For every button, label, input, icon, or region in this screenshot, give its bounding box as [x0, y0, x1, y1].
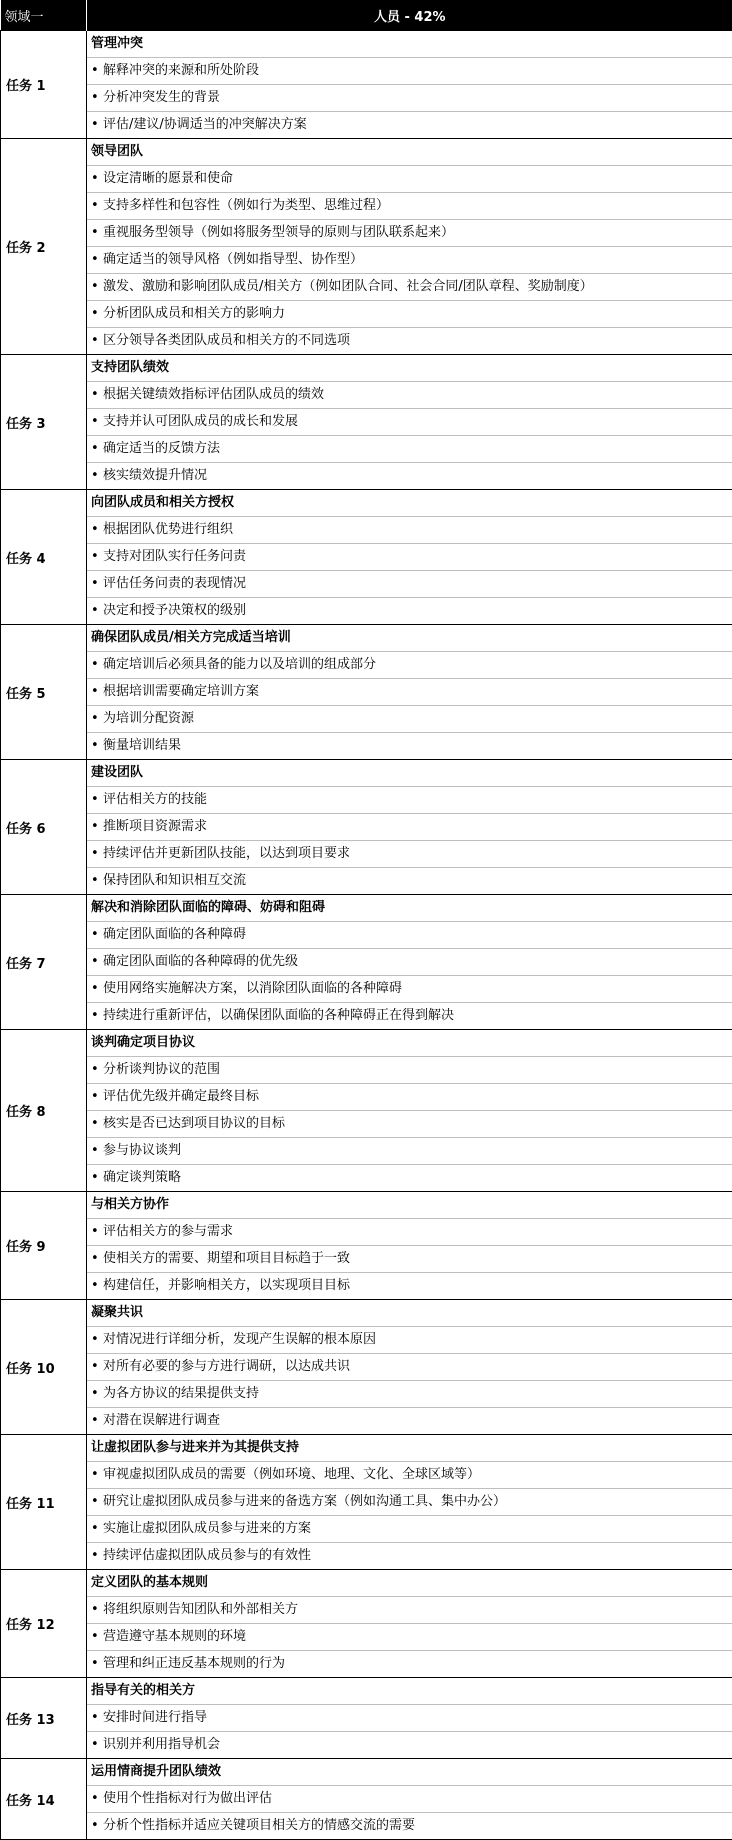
- task-item: [87, 868, 732, 894]
- bullet-icon: •: [91, 274, 103, 300]
- task-item-text: 持续评估并更新团队技能，以达到项目要求: [103, 846, 350, 861]
- task-items: [87, 355, 732, 490]
- task-item: [87, 1111, 732, 1138]
- task-item-text: 决定和授予决策权的级别: [103, 603, 246, 618]
- task-item-text: 将组织原则告知团队和外部相关方: [103, 1602, 298, 1617]
- task-item-text: 根据团队优势进行组织: [103, 522, 233, 537]
- task-title: 运用情商提升团队绩效: [87, 1759, 732, 1786]
- task-label: 任务 4: [1, 490, 87, 625]
- task-label: 任务 14: [1, 1759, 87, 1840]
- task-items: [87, 1678, 732, 1759]
- task-item: [87, 193, 732, 220]
- task-item: [87, 544, 732, 571]
- task-item: [87, 220, 732, 247]
- bullet-icon: •: [91, 220, 103, 246]
- bullet-icon: •: [91, 463, 103, 489]
- bullet-icon: •: [91, 733, 103, 759]
- task-item: [87, 787, 732, 814]
- bullet-icon: •: [91, 1597, 103, 1623]
- task-title: 让虚拟团队参与进来并为其提供支持: [87, 1435, 732, 1462]
- task-item-text: 支持并认可团队成员的成长和发展: [103, 414, 298, 429]
- task-item-text: 核实绩效提升情况: [103, 468, 207, 483]
- task-item: [87, 652, 732, 679]
- task-items: [87, 1435, 732, 1570]
- task-row: [1, 1300, 732, 1435]
- task-item: [87, 1273, 732, 1299]
- task-item-text: 评估相关方的参与需求: [103, 1224, 233, 1239]
- bullet-icon: •: [91, 1462, 103, 1488]
- task-item: [87, 841, 732, 868]
- task-title: 确保团队成员/相关方完成适当培训: [87, 625, 732, 652]
- task-item: [87, 922, 732, 949]
- task-item-text: 营造遵守基本规则的环境: [103, 1629, 246, 1644]
- task-item-text: 使相关方的需要、期望和项目目标趋于一致: [103, 1251, 350, 1266]
- task-row: [1, 1678, 732, 1759]
- task-item-text: 确定团队面临的各种障碍的优先级: [103, 954, 298, 969]
- task-item: [87, 1381, 732, 1408]
- task-item: [87, 1138, 732, 1165]
- task-label: 任务 3: [1, 355, 87, 490]
- task-item: [87, 436, 732, 463]
- task-items: [87, 1570, 732, 1678]
- bullet-icon: •: [91, 1246, 103, 1272]
- task-label: 任务 2: [1, 139, 87, 355]
- task-items: [87, 139, 732, 355]
- task-item-text: 管理和纠正违反基本规则的行为: [103, 1656, 285, 1671]
- task-row: [1, 1030, 732, 1192]
- task-item-text: 确定培训后必须具备的能力以及培训的组成部分: [103, 657, 376, 672]
- task-items: [87, 1759, 732, 1840]
- bullet-icon: •: [91, 1165, 103, 1191]
- task-item-text: 分析个性指标并适应关键项目相关方的情感交流的需要: [103, 1818, 415, 1833]
- task-title: 解决和消除团队面临的障碍、妨碍和阻碍: [87, 895, 732, 922]
- task-item: [87, 58, 732, 85]
- domain-title: 人员 - 42%: [87, 0, 732, 31]
- task-row: [1, 139, 732, 355]
- bullet-icon: •: [91, 544, 103, 570]
- task-item: [87, 1246, 732, 1273]
- task-item-text: 对情况进行详细分析，发现产生误解的根本原因: [103, 1332, 376, 1347]
- task-item-text: 确定谈判策略: [103, 1170, 181, 1185]
- task-item: [87, 301, 732, 328]
- task-label: 任务 11: [1, 1435, 87, 1570]
- bullet-icon: •: [91, 1651, 103, 1677]
- bullet-icon: •: [91, 976, 103, 1002]
- task-row: [1, 1435, 732, 1570]
- task-row: [1, 490, 732, 625]
- task-items: [87, 1030, 732, 1192]
- task-item-text: 安排时间进行指导: [103, 1710, 207, 1725]
- bullet-icon: •: [91, 193, 103, 219]
- bullet-icon: •: [91, 1543, 103, 1569]
- task-item-text: 构建信任，并影响相关方，以实现项目目标: [103, 1278, 350, 1293]
- task-label: 任务 6: [1, 760, 87, 895]
- task-label: 任务 5: [1, 625, 87, 760]
- bullet-icon: •: [91, 1786, 103, 1812]
- task-title: 凝聚共识: [87, 1300, 732, 1327]
- bullet-icon: •: [91, 301, 103, 327]
- task-item-text: 重视服务型领导（例如将服务型领导的原则与团队联系起来）: [103, 225, 454, 240]
- bullet-icon: •: [91, 409, 103, 435]
- task-title: 谈判确定项目协议: [87, 1030, 732, 1057]
- task-item-text: 区分领导各类团队成员和相关方的不同选项: [103, 333, 350, 348]
- task-item: [87, 112, 732, 138]
- bullet-icon: •: [91, 814, 103, 840]
- task-item: [87, 1543, 732, 1569]
- task-item: [87, 706, 732, 733]
- task-item-text: 识别并利用指导机会: [103, 1737, 220, 1752]
- task-item-text: 根据培训需要确定培训方案: [103, 684, 259, 699]
- task-item: [87, 382, 732, 409]
- bullet-icon: •: [91, 598, 103, 624]
- task-item-text: 分析团队成员和相关方的影响力: [103, 306, 285, 321]
- task-item: [87, 1327, 732, 1354]
- task-item: [87, 1516, 732, 1543]
- task-title: 建设团队: [87, 760, 732, 787]
- task-item-text: 评估优先级并确定最终目标: [103, 1089, 259, 1104]
- task-item: [87, 1786, 732, 1813]
- task-item-text: 为培训分配资源: [103, 711, 194, 726]
- task-title: 领导团队: [87, 139, 732, 166]
- task-item: [87, 247, 732, 274]
- bullet-icon: •: [91, 679, 103, 705]
- bullet-icon: •: [91, 1381, 103, 1407]
- bullet-icon: •: [91, 1516, 103, 1542]
- bullet-icon: •: [91, 706, 103, 732]
- task-item: [87, 1057, 732, 1084]
- task-item-text: 评估相关方的技能: [103, 792, 207, 807]
- task-item: [87, 1354, 732, 1381]
- bullet-icon: •: [91, 436, 103, 462]
- task-item: [87, 1462, 732, 1489]
- task-row: [1, 895, 732, 1030]
- task-items: [87, 895, 732, 1030]
- task-item-text: 支持对团队实行任务问责: [103, 549, 246, 564]
- task-item-text: 使用个性指标对行为做出评估: [103, 1791, 272, 1806]
- bullet-icon: •: [91, 1084, 103, 1110]
- task-item: [87, 814, 732, 841]
- bullet-icon: •: [91, 571, 103, 597]
- bullet-icon: •: [91, 841, 103, 867]
- bullet-icon: •: [91, 1705, 103, 1731]
- task-title: 定义团队的基本规则: [87, 1570, 732, 1597]
- task-item-text: 支持多样性和包容性（例如行为类型、思维过程）: [103, 198, 389, 213]
- task-title: 管理冲突: [87, 31, 732, 58]
- bullet-icon: •: [91, 1003, 103, 1029]
- bullet-icon: •: [91, 166, 103, 192]
- bullet-icon: •: [91, 787, 103, 813]
- task-item: [87, 409, 732, 436]
- bullet-icon: •: [91, 1138, 103, 1164]
- task-item: [87, 328, 732, 354]
- task-item: [87, 949, 732, 976]
- task-item: [87, 1489, 732, 1516]
- task-item: [87, 1651, 732, 1677]
- task-label: 任务 12: [1, 1570, 87, 1678]
- bullet-icon: •: [91, 1327, 103, 1353]
- bullet-icon: •: [91, 112, 103, 138]
- task-item-text: 持续进行重新评估，以确保团队面临的各种障碍正在得到解决: [103, 1008, 454, 1023]
- task-item-text: 为各方协议的结果提供支持: [103, 1386, 259, 1401]
- task-row: [1, 760, 732, 895]
- task-item-text: 确定适当的领导风格（例如指导型、协作型）: [103, 252, 363, 267]
- task-row: [1, 355, 732, 490]
- task-item: [87, 976, 732, 1003]
- task-item-text: 分析谈判协议的范围: [103, 1062, 220, 1077]
- task-item: [87, 1165, 732, 1191]
- header-row: [1, 0, 732, 31]
- bullet-icon: •: [91, 58, 103, 84]
- task-item: [87, 1408, 732, 1434]
- bullet-icon: •: [91, 328, 103, 354]
- task-row: [1, 1192, 732, 1300]
- bullet-icon: •: [91, 1273, 103, 1299]
- bullet-icon: •: [91, 382, 103, 408]
- bullet-icon: •: [91, 1057, 103, 1083]
- task-title: 与相关方协作: [87, 1192, 732, 1219]
- bullet-icon: •: [91, 868, 103, 894]
- task-item: [87, 679, 732, 706]
- task-item-text: 参与协议谈判: [103, 1143, 181, 1158]
- task-item-text: 推断项目资源需求: [103, 819, 207, 834]
- bullet-icon: •: [91, 1624, 103, 1650]
- task-item-text: 设定清晰的愿景和使命: [103, 171, 233, 186]
- task-item: [87, 571, 732, 598]
- task-item: [87, 1084, 732, 1111]
- task-item: [87, 1732, 732, 1758]
- task-item-text: 衡量培训结果: [103, 738, 181, 753]
- task-items: [87, 31, 732, 139]
- task-row: [1, 1759, 732, 1840]
- bullet-icon: •: [91, 247, 103, 273]
- bullet-icon: •: [91, 1489, 103, 1515]
- task-title: 指导有关的相关方: [87, 1678, 732, 1705]
- task-item: [87, 1219, 732, 1246]
- task-item-text: 实施让虚拟团队成员参与进来的方案: [103, 1521, 311, 1536]
- task-item-text: 确定适当的反馈方法: [103, 441, 220, 456]
- task-item: [87, 1597, 732, 1624]
- task-item-text: 保持团队和知识相互交流: [103, 873, 246, 888]
- task-row: [1, 31, 732, 139]
- bullet-icon: •: [91, 1408, 103, 1434]
- task-items: [87, 490, 732, 625]
- task-item: [87, 85, 732, 112]
- bullet-icon: •: [91, 652, 103, 678]
- task-item-text: 对潜在误解进行调查: [103, 1413, 220, 1428]
- task-item-text: 评估/建议/协调适当的冲突解决方案: [103, 117, 307, 132]
- task-item-text: 根据关键绩效指标评估团队成员的绩效: [103, 387, 324, 402]
- bullet-icon: •: [91, 85, 103, 111]
- domain-label: 领域一: [1, 0, 87, 31]
- bullet-icon: •: [91, 949, 103, 975]
- task-item: [87, 1624, 732, 1651]
- task-label: 任务 7: [1, 895, 87, 1030]
- task-title: 支持团队绩效: [87, 355, 732, 382]
- task-item-text: 研究让虚拟团队成员参与进来的备选方案（例如沟通工具、集中办公）: [103, 1494, 506, 1509]
- task-row: [1, 1570, 732, 1678]
- task-label: 任务 1: [1, 31, 87, 139]
- task-item: [87, 274, 732, 301]
- task-item: [87, 166, 732, 193]
- task-item-text: 持续评估虚拟团队成员参与的有效性: [103, 1548, 311, 1563]
- task-items: [87, 625, 732, 760]
- task-items: [87, 1192, 732, 1300]
- task-label: 任务 9: [1, 1192, 87, 1300]
- task-item: [87, 463, 732, 489]
- task-item-text: 审视虚拟团队成员的需要（例如环境、地理、文化、全球区域等）: [103, 1467, 480, 1482]
- task-label: 任务 13: [1, 1678, 87, 1759]
- task-item: [87, 733, 732, 759]
- bullet-icon: •: [91, 1354, 103, 1380]
- task-item-text: 激发、激励和影响团队成员/相关方（例如团队合同、社会合同/团队章程、奖励制度）: [103, 279, 593, 294]
- task-item-text: 评估任务问责的表现情况: [103, 576, 246, 591]
- bullet-icon: •: [91, 1219, 103, 1245]
- bullet-icon: •: [91, 517, 103, 543]
- task-item: [87, 517, 732, 544]
- task-item-text: 分析冲突发生的背景: [103, 90, 220, 105]
- task-item-text: 解释冲突的来源和所处阶段: [103, 63, 259, 78]
- task-items: [87, 1300, 732, 1435]
- task-item-text: 使用网络实施解决方案，以消除团队面临的各种障碍: [103, 981, 402, 996]
- task-item: [87, 598, 732, 624]
- task-item-text: 对所有必要的参与方进行调研，以达成共识: [103, 1359, 350, 1374]
- task-item-text: 确定团队面临的各种障碍: [103, 927, 246, 942]
- task-row: [1, 625, 732, 760]
- task-title: 向团队成员和相关方授权: [87, 490, 732, 517]
- bullet-icon: •: [91, 922, 103, 948]
- task-item: [87, 1003, 732, 1029]
- task-items: [87, 760, 732, 895]
- task-item: [87, 1705, 732, 1732]
- bullet-icon: •: [91, 1813, 103, 1839]
- task-item-text: 核实是否已达到项目协议的目标: [103, 1116, 285, 1131]
- task-label: 任务 10: [1, 1300, 87, 1435]
- task-label: 任务 8: [1, 1030, 87, 1192]
- bullet-icon: •: [91, 1732, 103, 1758]
- bullet-icon: •: [91, 1111, 103, 1137]
